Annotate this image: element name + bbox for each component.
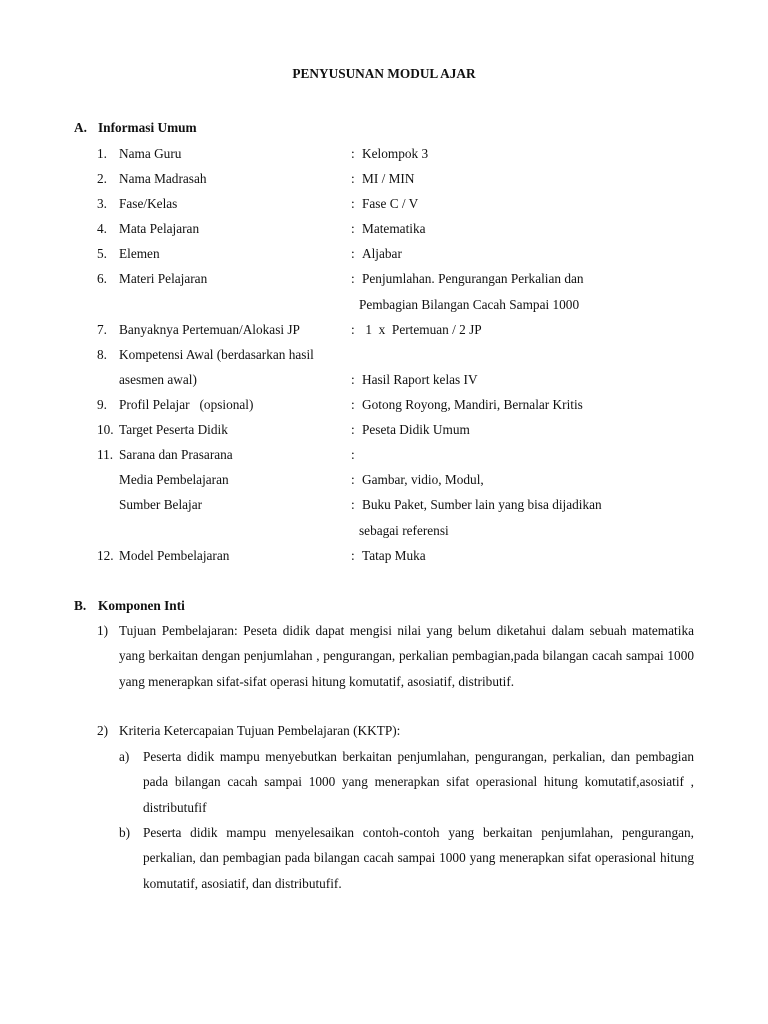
item-number: 5. bbox=[97, 246, 107, 261]
item-number: 3. bbox=[97, 196, 107, 211]
info-row-model-pembelajaran bbox=[0, 548, 768, 568]
item-colon: : bbox=[351, 246, 355, 261]
info-row-materi-pelajaran bbox=[0, 271, 768, 291]
section-b-letter: B. bbox=[74, 598, 87, 613]
info-row-media-pembelajaran bbox=[0, 472, 768, 492]
section-a-letter: A. bbox=[74, 120, 87, 135]
item-label: Elemen bbox=[119, 246, 160, 261]
item-number: 12. bbox=[97, 548, 114, 563]
item-value: Fase C / V bbox=[362, 196, 419, 211]
item-value: MI / MIN bbox=[362, 171, 415, 186]
paragraph-2-number: 2) bbox=[97, 723, 109, 738]
item-label: Kompetensi Awal (berdasarkan hasil bbox=[119, 347, 314, 362]
item-number: 6. bbox=[97, 271, 107, 286]
paragraph-kktp: Kriteria Ketercapaian Tujuan Pembelajaran (KKTP): bbox=[119, 723, 401, 738]
info-row-alokasi-jp bbox=[0, 322, 768, 342]
item-label: Nama Madrasah bbox=[119, 171, 207, 186]
item-number: 11. bbox=[97, 447, 114, 462]
item-label: Banyaknya Pertemuan/Alokasi JP bbox=[119, 322, 300, 337]
item-value: Kelompok 3 bbox=[362, 146, 429, 161]
info-row-sumber-belajar bbox=[0, 497, 768, 517]
item-value: Peseta Didik Umum bbox=[362, 422, 470, 437]
item-value: Buku Paket, Sumber lain yang bisa dijadikan bbox=[362, 497, 602, 512]
item-colon: : bbox=[351, 447, 355, 462]
info-row-elemen bbox=[0, 246, 768, 266]
item-number: 9. bbox=[97, 397, 107, 412]
item-colon: : bbox=[351, 472, 355, 487]
info-row-materi-continued bbox=[0, 297, 768, 317]
item-number: 1. bbox=[97, 146, 107, 161]
item-label: Materi Pelajaran bbox=[119, 271, 208, 286]
item-label: Fase/Kelas bbox=[119, 196, 178, 211]
item-value: Aljabar bbox=[362, 246, 402, 261]
info-row-mata-pelajaran bbox=[0, 221, 768, 241]
item-value-continued: Pembagian Bilangan Cacah Sampai 1000 bbox=[359, 297, 580, 312]
item-value: Gotong Royong, Mandiri, Bernalar Kritis bbox=[362, 397, 583, 412]
item-colon: : bbox=[351, 548, 355, 563]
item-value: Penjumlahan. Pengurangan Perkalian dan bbox=[362, 271, 584, 286]
item-number: 4. bbox=[97, 221, 107, 236]
item-label: Profil Pelajar (opsional) bbox=[119, 397, 254, 412]
item-number: 2. bbox=[97, 171, 107, 186]
info-row-sarana-prasarana bbox=[0, 447, 768, 467]
info-row-target-peserta bbox=[0, 422, 768, 442]
item-number: 10. bbox=[97, 422, 114, 437]
sub-item-a-text: Peserta didik mampu menyebutkan berkaitan penjumlahan, pengurangan, perkalian, dan pembagian pada bilangan cacah sampai 1000 yang menerapkan sifat operasional hitung komutatif,asosiatif , distributufif bbox=[143, 749, 694, 815]
page-title: PENYUSUNAN MODUL AJAR bbox=[292, 66, 476, 81]
item-colon: : bbox=[351, 422, 355, 437]
section-a-heading bbox=[74, 120, 197, 136]
item-label: Target Peserta Didik bbox=[119, 422, 228, 437]
sub-item-b-text: Peserta didik mampu menyelesaikan contoh-contoh yang berkaitan penjumlahan, pengurangan, perkalian, dan pembagian pada bilangan cacah sampai 1000 yang menerapkan sifat operasional hitung komutatif, asosiatif, dan distributufif. bbox=[143, 825, 694, 891]
item-value: Hasil Raport kelas IV bbox=[362, 372, 478, 387]
item-label: Model Pembelajaran bbox=[119, 548, 230, 563]
info-row-kompetensi-awal-continued bbox=[0, 372, 768, 392]
info-row-nama-madrasah bbox=[0, 171, 768, 191]
info-row-nama-guru bbox=[0, 146, 768, 166]
item-colon: : bbox=[351, 271, 355, 286]
section-a-title: Informasi Umum bbox=[98, 120, 197, 135]
item-colon: : bbox=[351, 196, 355, 211]
paragraph-tujuan-pembelajaran: Tujuan Pembelajaran: Peseta didik dapat mengisi nilai yang belum diketahui dalam sebuah matematika yang berkaitan dengan penjumlahan , pengurangan, perkalian pembagian,pada bilangan cacah sampai 1000 yang menerapkan sifat-sifat operasi hitung komutatif, asosiatif, distributif. bbox=[119, 623, 694, 689]
item-colon: : bbox=[351, 146, 355, 161]
sub-item-b-number: b) bbox=[119, 825, 131, 840]
item-colon: : bbox=[351, 372, 355, 387]
item-colon: : bbox=[351, 221, 355, 236]
sub-item-a-number: a) bbox=[119, 749, 130, 764]
section-b-heading bbox=[74, 598, 185, 614]
item-label: Mata Pelajaran bbox=[119, 221, 200, 236]
item-value: 1 x Pertemuan / 2 JP bbox=[362, 322, 482, 337]
section-b-title: Komponen Inti bbox=[98, 598, 185, 613]
item-number: 8. bbox=[97, 347, 107, 362]
item-colon: : bbox=[351, 171, 355, 186]
item-label: Sarana dan Prasarana bbox=[119, 447, 233, 462]
item-colon: : bbox=[351, 322, 355, 337]
info-row-sumber-belajar-continued bbox=[0, 523, 768, 543]
item-label: Nama Guru bbox=[119, 146, 182, 161]
item-label: Media Pembelajaran bbox=[119, 472, 229, 487]
item-label-continued: asesmen awal) bbox=[119, 372, 197, 387]
info-row-fase-kelas bbox=[0, 196, 768, 216]
item-value: Gambar, vidio, Modul, bbox=[362, 472, 484, 487]
item-value: Tatap Muka bbox=[362, 548, 426, 563]
item-value: Matematika bbox=[362, 221, 426, 236]
item-number: 7. bbox=[97, 322, 107, 337]
item-colon: : bbox=[351, 397, 355, 412]
item-value-continued: sebagai referensi bbox=[359, 523, 449, 538]
info-row-kompetensi-awal bbox=[0, 347, 768, 367]
paragraph-1-number: 1) bbox=[97, 623, 109, 638]
item-label: Sumber Belajar bbox=[119, 497, 203, 512]
info-row-profil-pelajar bbox=[0, 397, 768, 417]
item-colon: : bbox=[351, 497, 355, 512]
